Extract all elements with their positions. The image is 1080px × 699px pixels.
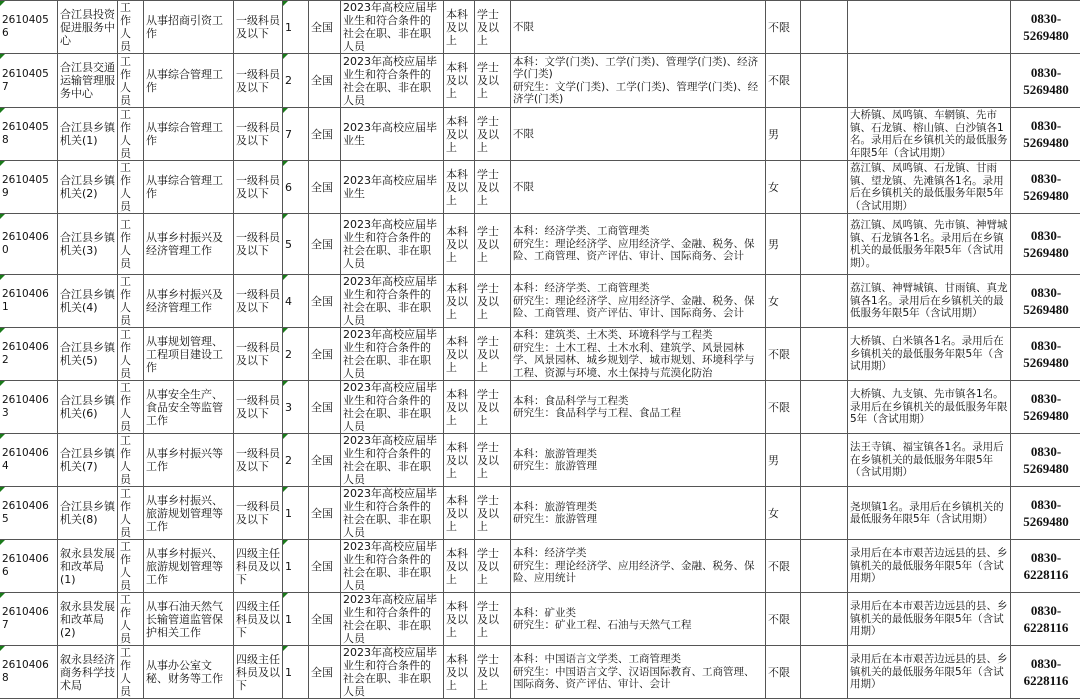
notes-cell: 荔江镇、凤鸣镇、石龙镇、甘雨镇、望龙镇、先滩镇各1名。录用后在乡镇机关的最低服务年限5年（含试用期） bbox=[848, 161, 1011, 214]
gender-cell: 不限 bbox=[766, 328, 801, 381]
hire-count-cell: 6 bbox=[283, 161, 309, 214]
hire-count-cell: 1 bbox=[283, 593, 309, 646]
degree-cell: 学士及以上 bbox=[475, 275, 511, 328]
gender-cell: 不限 bbox=[766, 646, 801, 699]
applicant-target-cell: 2023年高校应届毕业生和符合条件的社会在职、非在职人员 bbox=[341, 434, 444, 487]
employer-name-cell: 合江县交通运输管理服务中心 bbox=[58, 54, 118, 108]
recruit-scope-cell: 全国 bbox=[309, 161, 341, 214]
hire-count-cell: 7 bbox=[283, 108, 309, 161]
education-cell: 本科及以上 bbox=[444, 646, 475, 699]
degree-cell: 学士及以上 bbox=[475, 646, 511, 699]
employer-name-cell: 叙永县发展和改革局(1) bbox=[58, 540, 118, 593]
recruit-scope-cell: 全国 bbox=[309, 1, 341, 54]
applicant-target-cell: 2023年高校应届毕业生和符合条件的社会在职、非在职人员 bbox=[341, 54, 444, 108]
other-requirement-cell bbox=[801, 1, 848, 54]
contact-phone-cell: 0830- 5269480 bbox=[1011, 161, 1080, 214]
table-row bbox=[0, 1, 1080, 54]
notes-cell: 法王寺镇、福宝镇各1名。录用后在乡镇机关的最低服务年限5年（含试用期） bbox=[848, 434, 1011, 487]
hire-count-cell: 2 bbox=[283, 54, 309, 108]
recruit-scope-cell: 全国 bbox=[309, 108, 341, 161]
major-requirement-cell: 本科：旅游管理类 研究生：旅游管理 bbox=[511, 487, 766, 540]
position-code-cell: 26104062 bbox=[0, 328, 58, 381]
job-level-cell: 一级科员及以下 bbox=[234, 434, 283, 487]
degree-cell: 学士及以上 bbox=[475, 1, 511, 54]
contact-phone-cell: 0830- 5269480 bbox=[1011, 214, 1080, 275]
person-type-cell: 工作人员 bbox=[118, 108, 144, 161]
applicant-target-cell: 2023年高校应届毕业生 bbox=[341, 161, 444, 214]
position-code-cell: 26104068 bbox=[0, 646, 58, 699]
recruit-scope-cell: 全国 bbox=[309, 646, 341, 699]
notes-cell: 大桥镇、白米镇各1名。录用后在乡镇机关的最低服务年限5年（含试用期） bbox=[848, 328, 1011, 381]
applicant-target-cell: 2023年高校应届毕业生和符合条件的社会在职、非在职人员 bbox=[341, 214, 444, 275]
employer-name-cell: 合江县乡镇机关(3) bbox=[58, 214, 118, 275]
employer-name-cell: 合江县乡镇机关(4) bbox=[58, 275, 118, 328]
table-row bbox=[0, 328, 1080, 381]
position-code-cell: 26104067 bbox=[0, 593, 58, 646]
education-cell: 本科及以上 bbox=[444, 108, 475, 161]
education-cell: 本科及以上 bbox=[444, 54, 475, 108]
major-requirement-cell: 本科：文学(门类)、工学(门类)、管理学(门类)、经济学(门类) 研究生：文学(门类)、工学(门类)、管理学(门类)、经济学(门类) bbox=[511, 54, 766, 108]
education-cell: 本科及以上 bbox=[444, 540, 475, 593]
notes-cell: 尧坝镇1名。录用后在乡镇机关的最低服务年限5年（含试用期） bbox=[848, 487, 1011, 540]
education-cell: 本科及以上 bbox=[444, 328, 475, 381]
major-requirement-cell: 本科：经济学类、工商管理类 研究生：理论经济学、应用经济学、金融、税务、保险、工商管理、资产评估、审计、国际商务、会计 bbox=[511, 214, 766, 275]
hire-count-cell: 1 bbox=[283, 646, 309, 699]
gender-cell: 男 bbox=[766, 108, 801, 161]
contact-phone-cell: 0830- 6228116 bbox=[1011, 646, 1080, 699]
applicant-target-cell: 2023年高校应届毕业生和符合条件的社会在职、非在职人员 bbox=[341, 381, 444, 434]
person-type-cell: 工作人员 bbox=[118, 275, 144, 328]
job-duty-cell: 从事综合管理工作 bbox=[144, 161, 234, 214]
position-code-cell: 26104066 bbox=[0, 540, 58, 593]
position-code-cell: 26104059 bbox=[0, 161, 58, 214]
table-row bbox=[0, 108, 1080, 161]
education-cell: 本科及以上 bbox=[444, 214, 475, 275]
job-duty-cell: 从事乡村振兴及经济管理工作 bbox=[144, 214, 234, 275]
contact-phone-cell: 0830- 5269480 bbox=[1011, 381, 1080, 434]
applicant-target-cell: 2023年高校应届毕业生和符合条件的社会在职、非在职人员 bbox=[341, 540, 444, 593]
job-duty-cell: 从事乡村振兴等工作 bbox=[144, 434, 234, 487]
table-row bbox=[0, 593, 1080, 646]
degree-cell: 学士及以上 bbox=[475, 214, 511, 275]
major-requirement-cell: 本科：中国语言文学类、工商管理类 研究生：中国语言文学、汉语国际教育、工商管理、国际商务、资产评估、审计、会计 bbox=[511, 646, 766, 699]
other-requirement-cell bbox=[801, 646, 848, 699]
education-cell: 本科及以上 bbox=[444, 161, 475, 214]
hire-count-cell: 3 bbox=[283, 381, 309, 434]
person-type-cell: 工作人员 bbox=[118, 214, 144, 275]
applicant-target-cell: 2023年高校应届毕业生和符合条件的社会在职、非在职人员 bbox=[341, 328, 444, 381]
gender-cell: 女 bbox=[766, 487, 801, 540]
recruit-scope-cell: 全国 bbox=[309, 434, 341, 487]
hire-count-cell: 1 bbox=[283, 540, 309, 593]
other-requirement-cell bbox=[801, 434, 848, 487]
hire-count-cell: 5 bbox=[283, 214, 309, 275]
person-type-cell: 工作人员 bbox=[118, 593, 144, 646]
job-duty-cell: 从事乡村振兴、旅游规划管理等工作 bbox=[144, 540, 234, 593]
degree-cell: 学士及以上 bbox=[475, 381, 511, 434]
contact-phone-cell: 0830- 5269480 bbox=[1011, 487, 1080, 540]
job-duty-cell: 从事安全生产、食品安全等监管工作 bbox=[144, 381, 234, 434]
major-requirement-cell: 本科：矿业类 研究生：矿业工程、石油与天然气工程 bbox=[511, 593, 766, 646]
job-duty-cell: 从事乡村振兴及经济管理工作 bbox=[144, 275, 234, 328]
gender-cell: 女 bbox=[766, 275, 801, 328]
employer-name-cell: 叙永县发展和改革局(2) bbox=[58, 593, 118, 646]
education-cell: 本科及以上 bbox=[444, 487, 475, 540]
contact-phone-cell: 0830- 5269480 bbox=[1011, 434, 1080, 487]
major-requirement-cell: 本科：建筑类、土木类、环境科学与工程类 研究生：土木工程、土木水利、建筑学、风景园林学、风景园林、城乡规划学、城市规划、环境科学与工程、资源与环境、水土保持与荒漠化防治 bbox=[511, 328, 766, 381]
job-level-cell: 一级科员及以下 bbox=[234, 214, 283, 275]
notes-cell: 录用后在本市艰苦边远县的县、乡镇机关的最低服务年限5年（含试用期） bbox=[848, 646, 1011, 699]
recruit-scope-cell: 全国 bbox=[309, 328, 341, 381]
degree-cell: 学士及以上 bbox=[475, 540, 511, 593]
notes-cell: 大桥镇、凤鸣镇、车辋镇、先市镇、石龙镇、榕山镇、白沙镇各1名。录用后在乡镇机关的最低服务年限5年（含试用期） bbox=[848, 108, 1011, 161]
person-type-cell: 工作人员 bbox=[118, 487, 144, 540]
hire-count-cell: 2 bbox=[283, 434, 309, 487]
table-row bbox=[0, 214, 1080, 275]
applicant-target-cell: 2023年高校应届毕业生和符合条件的社会在职、非在职人员 bbox=[341, 646, 444, 699]
notes-cell: 荔江镇、神臂城镇、甘雨镇、真龙镇各1名。录用后在乡镇机关的最低服务年限5年（含试用期） bbox=[848, 275, 1011, 328]
degree-cell: 学士及以上 bbox=[475, 161, 511, 214]
job-duty-cell: 从事综合管理工作 bbox=[144, 54, 234, 108]
gender-cell: 男 bbox=[766, 434, 801, 487]
table-row bbox=[0, 161, 1080, 214]
employer-name-cell: 合江县乡镇机关(6) bbox=[58, 381, 118, 434]
applicant-target-cell: 2023年高校应届毕业生和符合条件的社会在职、非在职人员 bbox=[341, 593, 444, 646]
job-duty-cell: 从事规划管理、工程项目建设工作 bbox=[144, 328, 234, 381]
person-type-cell: 工作人员 bbox=[118, 328, 144, 381]
major-requirement-cell: 本科：食品科学与工程类 研究生：食品科学与工程、食品工程 bbox=[511, 381, 766, 434]
hire-count-cell: 1 bbox=[283, 1, 309, 54]
notes-cell: 录用后在本市艰苦边远县的县、乡镇机关的最低服务年限5年（含试用期） bbox=[848, 540, 1011, 593]
table-row bbox=[0, 381, 1080, 434]
table-row bbox=[0, 434, 1080, 487]
gender-cell: 男 bbox=[766, 214, 801, 275]
employer-name-cell: 合江县乡镇机关(1) bbox=[58, 108, 118, 161]
notes-cell bbox=[848, 54, 1011, 108]
notes-cell bbox=[848, 1, 1011, 54]
employer-name-cell: 合江县乡镇机关(5) bbox=[58, 328, 118, 381]
person-type-cell: 工作人员 bbox=[118, 1, 144, 54]
degree-cell: 学士及以上 bbox=[475, 434, 511, 487]
job-level-cell: 一级科员及以下 bbox=[234, 275, 283, 328]
degree-cell: 学士及以上 bbox=[475, 328, 511, 381]
hire-count-cell: 4 bbox=[283, 275, 309, 328]
employer-name-cell: 合江县乡镇机关(7) bbox=[58, 434, 118, 487]
job-level-cell: 一级科员及以下 bbox=[234, 161, 283, 214]
job-level-cell: 一级科员及以下 bbox=[234, 1, 283, 54]
applicant-target-cell: 2023年高校应届毕业生和符合条件的社会在职、非在职人员 bbox=[341, 487, 444, 540]
education-cell: 本科及以上 bbox=[444, 434, 475, 487]
employer-name-cell: 叙永县经济商务科学技术局 bbox=[58, 646, 118, 699]
job-duty-cell: 从事乡村振兴、旅游规划管理等工作 bbox=[144, 487, 234, 540]
job-duty-cell: 从事办公室文秘、财务等工作 bbox=[144, 646, 234, 699]
employer-name-cell: 合江县乡镇机关(8) bbox=[58, 487, 118, 540]
other-requirement-cell bbox=[801, 487, 848, 540]
education-cell: 本科及以上 bbox=[444, 275, 475, 328]
other-requirement-cell bbox=[801, 161, 848, 214]
contact-phone-cell: 0830- 5269480 bbox=[1011, 275, 1080, 328]
position-code-cell: 26104065 bbox=[0, 487, 58, 540]
hire-count-cell: 1 bbox=[283, 487, 309, 540]
person-type-cell: 工作人员 bbox=[118, 381, 144, 434]
job-level-cell: 四级主任科员及以下 bbox=[234, 646, 283, 699]
job-level-cell: 四级主任科员及以下 bbox=[234, 593, 283, 646]
job-duty-cell: 从事招商引资工作 bbox=[144, 1, 234, 54]
gender-cell: 不限 bbox=[766, 593, 801, 646]
table-row bbox=[0, 646, 1080, 699]
person-type-cell: 工作人员 bbox=[118, 434, 144, 487]
job-duty-cell: 从事综合管理工作 bbox=[144, 108, 234, 161]
table-row bbox=[0, 487, 1080, 540]
other-requirement-cell bbox=[801, 214, 848, 275]
position-code-cell: 26104056 bbox=[0, 1, 58, 54]
job-level-cell: 一级科员及以下 bbox=[234, 54, 283, 108]
other-requirement-cell bbox=[801, 328, 848, 381]
other-requirement-cell bbox=[801, 108, 848, 161]
notes-cell: 荔江镇、凤鸣镇、先市镇、神臂城镇、石龙镇各1名。录用后在乡镇机关的最低服务年限5年（含试用期）。 bbox=[848, 214, 1011, 275]
recruit-scope-cell: 全国 bbox=[309, 540, 341, 593]
contact-phone-cell: 0830- 5269480 bbox=[1011, 328, 1080, 381]
applicant-target-cell: 2023年高校应届毕业生和符合条件的社会在职、非在职人员 bbox=[341, 1, 444, 54]
degree-cell: 学士及以上 bbox=[475, 593, 511, 646]
job-level-cell: 一级科员及以下 bbox=[234, 487, 283, 540]
education-cell: 本科及以上 bbox=[444, 593, 475, 646]
major-requirement-cell: 不限 bbox=[511, 108, 766, 161]
degree-cell: 学士及以上 bbox=[475, 108, 511, 161]
job-level-cell: 一级科员及以下 bbox=[234, 108, 283, 161]
major-requirement-cell: 本科：经济学类、工商管理类 研究生：理论经济学、应用经济学、金融、税务、保险、工商管理、资产评估、审计、国际商务、会计 bbox=[511, 275, 766, 328]
recruit-scope-cell: 全国 bbox=[309, 275, 341, 328]
gender-cell: 不限 bbox=[766, 1, 801, 54]
gender-cell: 女 bbox=[766, 161, 801, 214]
position-code-cell: 26104057 bbox=[0, 54, 58, 108]
person-type-cell: 工作人员 bbox=[118, 161, 144, 214]
notes-cell: 录用后在本市艰苦边远县的县、乡镇机关的最低服务年限5年（含试用期） bbox=[848, 593, 1011, 646]
contact-phone-cell: 0830- 5269480 bbox=[1011, 54, 1080, 108]
contact-phone-cell: 0830- 6228116 bbox=[1011, 540, 1080, 593]
job-level-cell: 一级科员及以下 bbox=[234, 328, 283, 381]
major-requirement-cell: 本科：经济学类 研究生：理论经济学、应用经济学、金融、税务、保险、应用统计 bbox=[511, 540, 766, 593]
person-type-cell: 工作人员 bbox=[118, 540, 144, 593]
table-row bbox=[0, 275, 1080, 328]
job-duty-cell: 从事石油天然气长输管道监管保护相关工作 bbox=[144, 593, 234, 646]
major-requirement-cell: 不限 bbox=[511, 161, 766, 214]
hire-count-cell: 2 bbox=[283, 328, 309, 381]
education-cell: 本科及以上 bbox=[444, 381, 475, 434]
position-code-cell: 26104064 bbox=[0, 434, 58, 487]
notes-cell: 大桥镇、九支镇、先市镇各1名。录用后在乡镇机关的最低服务年限5年（含试用期） bbox=[848, 381, 1011, 434]
employer-name-cell: 合江县投资促进服务中心 bbox=[58, 1, 118, 54]
gender-cell: 不限 bbox=[766, 540, 801, 593]
person-type-cell: 工作人员 bbox=[118, 54, 144, 108]
employer-name-cell: 合江县乡镇机关(2) bbox=[58, 161, 118, 214]
gender-cell: 不限 bbox=[766, 54, 801, 108]
recruit-scope-cell: 全国 bbox=[309, 214, 341, 275]
recruit-scope-cell: 全国 bbox=[309, 381, 341, 434]
person-type-cell: 工作人员 bbox=[118, 646, 144, 699]
position-code-cell: 26104063 bbox=[0, 381, 58, 434]
degree-cell: 学士及以上 bbox=[475, 487, 511, 540]
other-requirement-cell bbox=[801, 381, 848, 434]
position-code-cell: 26104061 bbox=[0, 275, 58, 328]
major-requirement-cell: 本科：旅游管理类 研究生：旅游管理 bbox=[511, 434, 766, 487]
recruit-scope-cell: 全国 bbox=[309, 54, 341, 108]
other-requirement-cell bbox=[801, 54, 848, 108]
contact-phone-cell: 0830- 5269480 bbox=[1011, 108, 1080, 161]
major-requirement-cell: 不限 bbox=[511, 1, 766, 54]
position-code-cell: 26104060 bbox=[0, 214, 58, 275]
position-code-cell: 26104058 bbox=[0, 108, 58, 161]
job-level-cell: 一级科员及以下 bbox=[234, 381, 283, 434]
applicant-target-cell: 2023年高校应届毕业生 bbox=[341, 108, 444, 161]
recruit-scope-cell: 全国 bbox=[309, 487, 341, 540]
contact-phone-cell: 0830- 6228116 bbox=[1011, 593, 1080, 646]
other-requirement-cell bbox=[801, 275, 848, 328]
other-requirement-cell bbox=[801, 593, 848, 646]
education-cell: 本科及以上 bbox=[444, 1, 475, 54]
applicant-target-cell: 2023年高校应届毕业生和符合条件的社会在职、非在职人员 bbox=[341, 275, 444, 328]
recruit-scope-cell: 全国 bbox=[309, 593, 341, 646]
contact-phone-cell: 0830- 5269480 bbox=[1011, 1, 1080, 54]
other-requirement-cell bbox=[801, 540, 848, 593]
gender-cell: 不限 bbox=[766, 381, 801, 434]
table-row bbox=[0, 54, 1080, 108]
degree-cell: 学士及以上 bbox=[475, 54, 511, 108]
job-level-cell: 四级主任科员及以下 bbox=[234, 540, 283, 593]
table-row bbox=[0, 540, 1080, 593]
